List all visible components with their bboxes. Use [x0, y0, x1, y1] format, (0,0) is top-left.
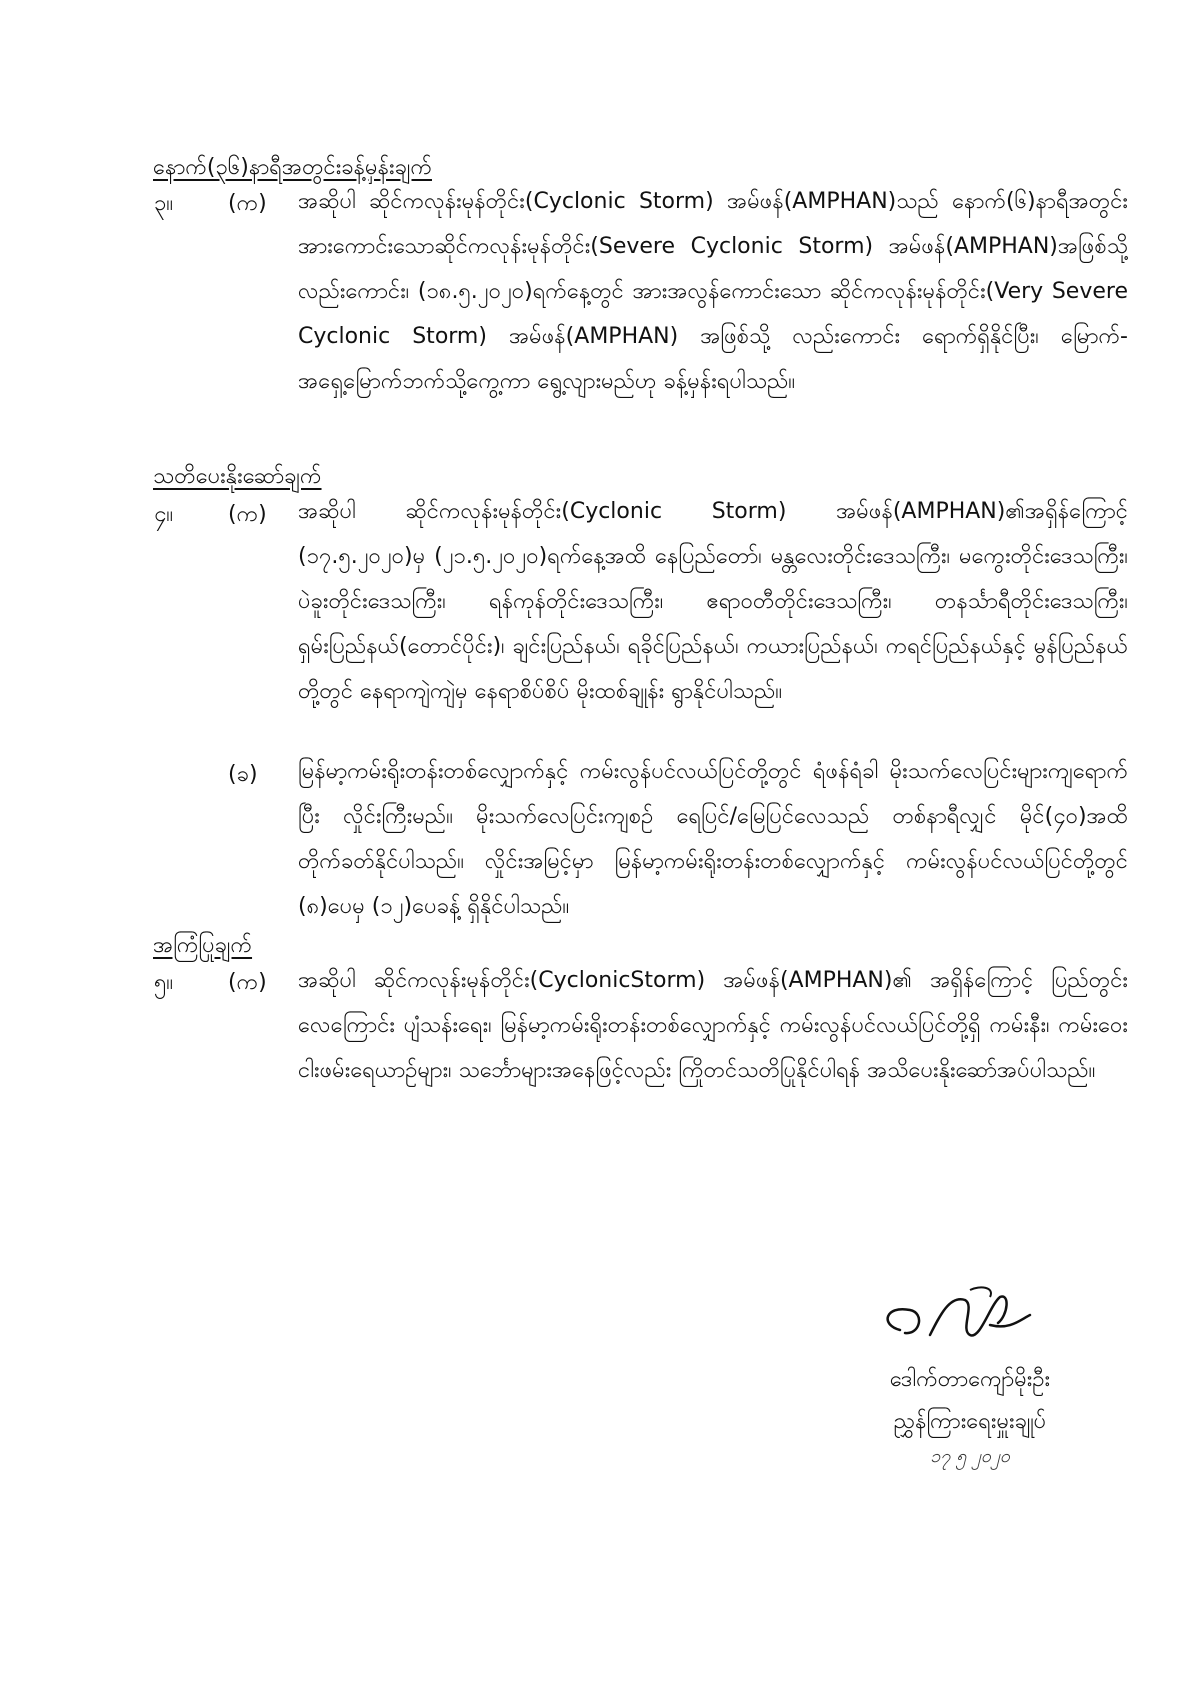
section-heading-advice: အကြံပြုချက်: [153, 933, 253, 958]
paragraph-number: ၅။: [154, 970, 174, 995]
sub-item-label: (ခ): [228, 762, 258, 787]
section-heading-warning: သတိပေးနိုးဆော်ချက်: [153, 464, 322, 489]
sub-item-label: (က): [228, 191, 267, 216]
signature-date: ၁၇ ၅ ၂၀၂၀: [930, 1446, 1010, 1467]
sub-item-label: (က): [228, 970, 267, 995]
signatory-name: ဒေါက်တာကျော်မိုးဦး: [889, 1367, 1051, 1392]
advice-paragraph: အဆိုပါ ဆိုင်ကလုန်းမုန်တိုင်း(CyclonicStorm) အမ်ဖန်(AMPHAN)၏ အရှိန်ကြောင့် ပြည်တွင်းလေကြောင်း ပျံသန်းရေး၊ မြန်မာ့ကမ်းရိုးတန်းတစ်လျှောက်နှင့် ကမ်းလွန်ပင်လယ်ပြင်တို့ရှိ ကမ်းနီး၊ ကမ်းဝေးငါးဖမ်းရေယာဉ်များ၊ သင်္ဘောများအနေဖြင့်လည်း ကြိုတင်သတိပြုနိုင်ပါရန် အသိပေးနိုးဆော်အပ်ပါသည်။: [298, 968, 1128, 1083]
handwritten-signature: [870, 1285, 1070, 1355]
sub-item-label: (က): [228, 502, 267, 527]
section-heading-forecast: နောက်(၃၆)နာရီအတွင်းခန့်မှန်းချက်: [153, 155, 432, 180]
paragraph-number: ၃။: [154, 191, 174, 216]
forecast-paragraph: အဆိုပါ ဆိုင်ကလုန်းမုန်တိုင်း(Cyclonic Storm) အမ်ဖန်(AMPHAN)သည် နောက်(၆)နာရီအတွင်း အားကောင်းသောဆိုင်ကလုန်းမုန်တိုင်း(Severe Cyclonic Storm) အမ်ဖန်(AMPHAN)အဖြစ်သို့လည်းကောင်း၊ (၁၈.၅.၂၀၂၀)ရက်နေ့တွင် အားအလွန်ကောင်းသော ဆိုင်ကလုန်းမုန်တိုင်း(Very Severe Cyclonic Storm) အမ်ဖန်(AMPHAN) အဖြစ်သို့ လည်းကောင်း ရောက်ရှိနိုင်ပြီး၊ မြောက်-အရှေ့မြောက်ဘက်သို့ကွေ့ကာ ရွေ့လျားမည်ဟု ခန့်မှန်းရပါသည်။: [298, 189, 1128, 394]
warning-paragraph-a: အဆိုပါ ဆိုင်ကလုန်းမုန်တိုင်း(Cyclonic Storm) အမ်ဖန်(AMPHAN)၏အရှိန်ကြောင့် (၁၇.၅.၂၀၂၀)မှ (၂၁.၅.၂၀၂၀)ရက်နေ့အထိ နေပြည်တော်၊ မန္တလေးတိုင်းဒေသကြီး၊ မကွေးတိုင်းဒေသကြီး၊ ပဲခူးတိုင်းဒေသကြီး၊ ရန်ကုန်တိုင်းဒေသကြီး၊ ဧရာဝတီတိုင်းဒေသကြီး၊ တနင်္သာရီတိုင်းဒေသကြီး၊ ရှမ်းပြည်နယ်(တောင်ပိုင်း)၊ ချင်းပြည်နယ်၊ ရခိုင်ပြည်နယ်၊ ကယားပြည်နယ်၊ ကရင်ပြည်နယ်နှင့် မွန်ပြည်နယ်တို့တွင် နေရာကျဲကျဲမှ နေရာစိပ်စိပ် မိုးထစ်ချုန်း ရွာနိုင်ပါသည်။: [298, 499, 1128, 704]
signature-block: [840, 1285, 1100, 1471]
signatory-title: ညွှန်ကြားရေးမှူးချုပ်: [893, 1409, 1047, 1434]
warning-paragraph-b: မြန်မာ့ကမ်းရိုးတန်းတစ်လျှောက်နှင့် ကမ်းလွန်ပင်လယ်ပြင်တို့တွင် ရံဖန်ရံခါ မိုးသက်လေပြင်းများကျရောက်ပြီး လှိုင်းကြီးမည်။ မိုးသက်လေပြင်းကျစဉ် ရေပြင်/မြေပြင်လေသည် တစ်နာရီလျှင် မိုင်(၄၀)အထိ တိုက်ခတ်နိုင်ပါသည်။ လှိုင်းအမြင့်မှာ မြန်မာ့ကမ်းရိုးတန်းတစ်လျှောက်နှင့် ကမ်းလွန်ပင်လယ်ပြင်တို့တွင် (၈)ပေမှ (၁၂)ပေခန့် ရှိနိုင်ပါသည်။: [298, 759, 1128, 919]
paragraph-number: ၄။: [154, 502, 174, 527]
